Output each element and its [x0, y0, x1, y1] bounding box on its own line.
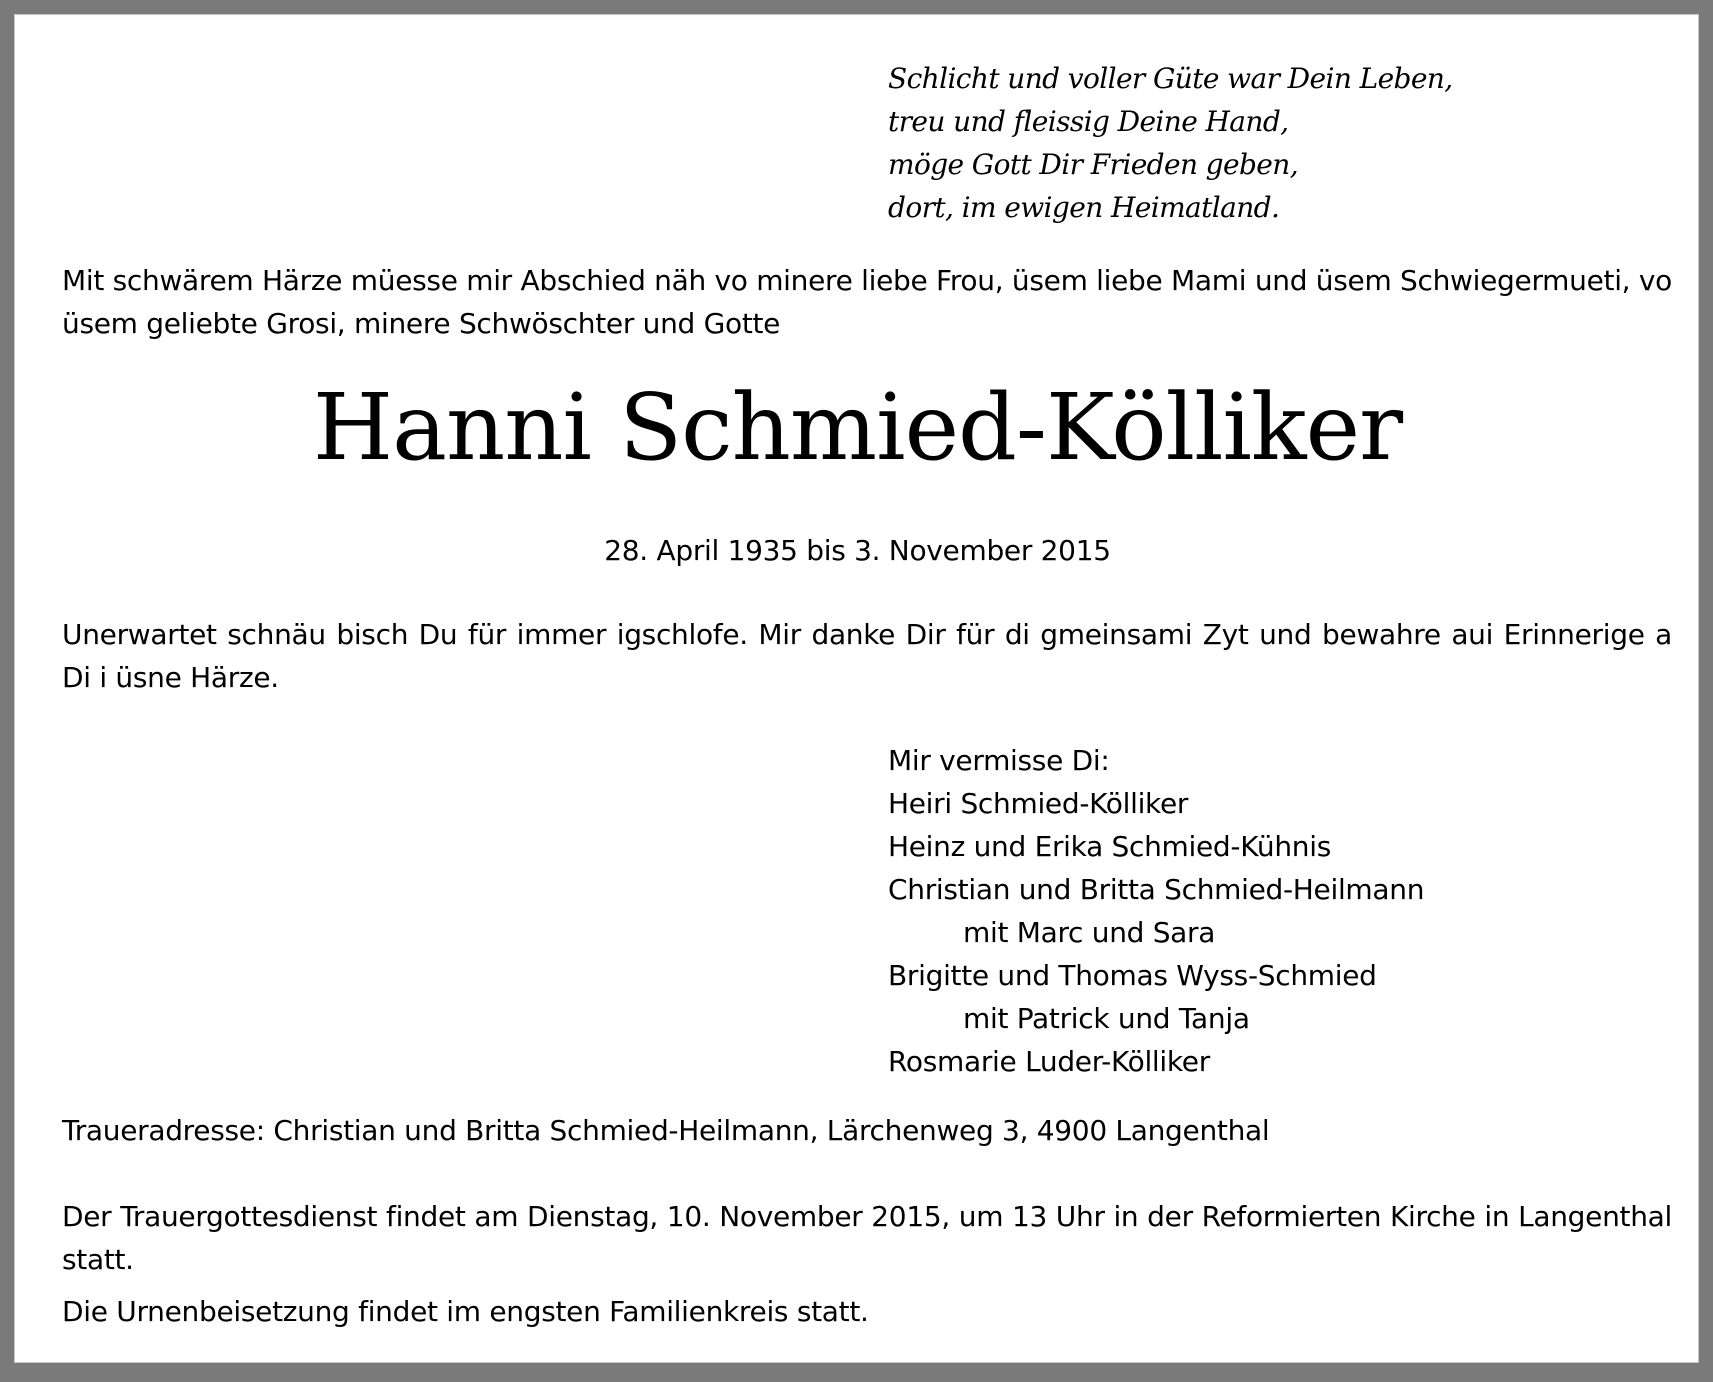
poem-line: treu und fleissig Deine Hand,	[888, 105, 1289, 138]
family-member: Heinz und Erika Schmied-Kühnis	[888, 830, 1331, 863]
funeral-service-info: Der Trauergottesdienst findet am Dienstag, 10. November 2015, um 13 Uhr in der Reformierten Kirche in Langenthal statt.	[62, 1200, 1672, 1276]
intro-paragraph: Mit schwärem Härze müesse mir Abschied näh vo minere liebe Frou, üsem liebe Mami und üsem Schwiegermueti, vo üsem geliebte Grosi, minere Schwöschter und Gotte	[62, 264, 1672, 340]
family-list	[888, 739, 1424, 1083]
farewell-message: Unerwartet schnäu bisch Du für immer igschlofe. Mir danke Dir für di gmeinsami Zyt und bewahre aui Erinnerige a Di i üsne Härze.	[62, 618, 1672, 694]
family-member: Brigitte und Thomas Wyss-Schmied	[888, 959, 1377, 992]
family-member: Rosmarie Luder-Kölliker	[888, 1045, 1210, 1078]
poem-line: dort, im ewigen Heimatland.	[888, 191, 1280, 224]
mourning-address: Traueradresse: Christian und Britta Schmied-Heilmann, Lärchenweg 3, 4900 Langenthal	[62, 1114, 1270, 1147]
deceased-name: Hanni Schmied-Kölliker	[312, 374, 1403, 481]
burial-info: Die Urnenbeisetzung findet im engsten Familienkreis statt.	[62, 1295, 869, 1328]
life-dates: 28. April 1935 bis 3. November 2015	[604, 534, 1111, 567]
family-member: Heiri Schmied-Kölliker	[888, 787, 1189, 820]
obituary-notice	[14, 14, 1699, 1363]
poem-line: Schlicht und voller Güte war Dein Leben,	[888, 62, 1453, 95]
poem-line: möge Gott Dir Frieden geben,	[888, 148, 1299, 181]
family-member: Christian und Britta Schmied-Heilmann	[888, 873, 1425, 906]
family-member-children: mit Patrick und Tanja	[963, 1002, 1250, 1035]
family-heading: Mir vermisse Di:	[888, 744, 1110, 777]
memorial-poem	[888, 57, 1453, 229]
family-member-children: mit Marc und Sara	[963, 916, 1216, 949]
